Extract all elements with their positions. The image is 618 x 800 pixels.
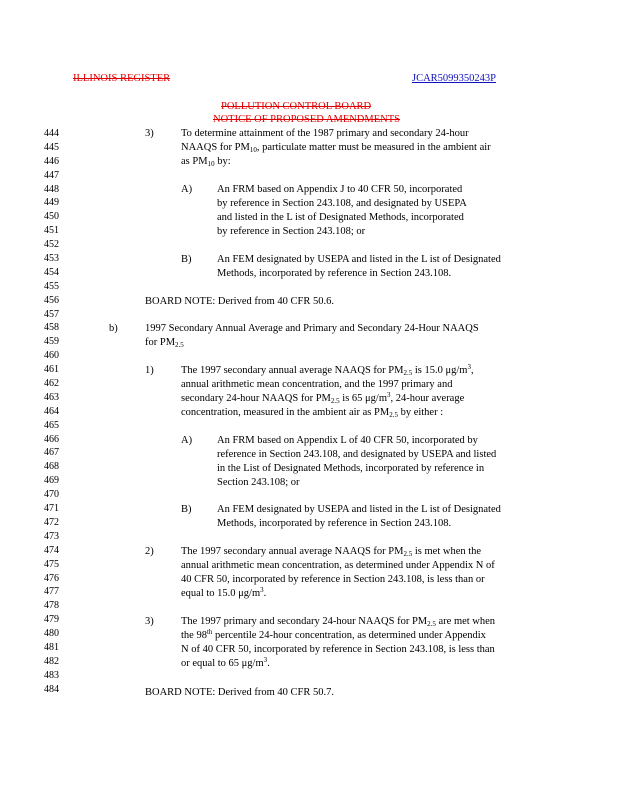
line-number: 447: [44, 169, 59, 181]
line-number: 478: [44, 600, 59, 612]
register-title: ILLINOIS REGISTER: [73, 73, 171, 84]
item-2-text: The 1997 secondary annual average NAAQS for $PM_{2.5}$ is met when the annual arithmetic mean concentration, as determined under Appendix N of 40 CFR 50, incorporated by reference in Section 243.108, is less than or equal to 15.0 $\mu g/m^3$.: [181, 546, 495, 599]
line-number: 444: [44, 128, 59, 139]
subitem-a-text: An FRM based on Appendix L of 40 CFR 50, incorporated by reference in Section 243.108, and designated by USEPA and listed in the List of Designated Methods, incorporated by reference in Section 243.108; or: [217, 435, 497, 488]
subitem-b-text: An FEM designated by USEPA and listed in the L ist of Designated Methods, incorporated by reference in Section 243.108.: [217, 254, 501, 279]
item-label: 2): [145, 546, 154, 557]
board-note: BOARD NOTE: Derived from 40 CFR 50.6.: [145, 296, 334, 307]
line-number: 468: [44, 461, 59, 473]
section-label: b): [109, 323, 118, 334]
line-number: 474: [44, 544, 59, 556]
item-3-text: To determine attainment of the 1987 primary and secondary 24-hour NAAQS for $PM_{10}$, particulate matter must be measured in the ambient air as $PM_{10}$ by:: [181, 128, 491, 168]
line-number: 462: [44, 378, 59, 390]
item-label: 1): [145, 365, 154, 376]
line-number: 481: [44, 641, 59, 653]
line-number: 453: [44, 253, 59, 265]
line-number: 449: [44, 197, 59, 209]
line-number: 471: [44, 503, 59, 515]
line-number: 473: [44, 530, 59, 542]
board-note: BOARD NOTE: Derived from 40 CFR 50.7.: [145, 687, 334, 698]
line-number: 459: [44, 336, 59, 348]
line-number: 454: [44, 266, 59, 278]
subitem-label: B): [181, 254, 192, 265]
line-number: 450: [44, 211, 59, 223]
item-label: 3): [145, 128, 154, 139]
line-number: 477: [44, 586, 59, 598]
subitem-label: B): [181, 504, 192, 515]
item-3b-text: The 1997 primary and secondary 24-hour NAAQS for $PM_{2.5}$ are met when the 98th percentile 24-hour concentration, as determined under Appendix N of 40 CFR 50, incorporated by reference in Section 243.108, is less than or equal to 65 $\mu g/m^3$.: [181, 616, 496, 669]
line-number: 457: [44, 308, 59, 320]
line-number: 469: [44, 475, 59, 487]
line-number: 455: [44, 280, 59, 292]
line-number: 476: [44, 572, 59, 584]
line-number: 484: [44, 683, 59, 695]
line-number: 463: [44, 391, 59, 403]
subitem-b-text: An FEM designated by USEPA and listed in the L ist of Designated Methods, incorporated by reference in Section 243.108.: [217, 504, 501, 529]
line-number: 482: [44, 655, 59, 667]
line-number: 475: [44, 558, 59, 570]
line-number: 456: [44, 294, 59, 306]
line-number: 465: [44, 419, 59, 431]
line-number: 464: [44, 405, 59, 417]
line-number: 458: [44, 322, 59, 334]
line-number: 470: [44, 489, 59, 501]
line-number: 452: [44, 239, 59, 251]
line-number: 479: [44, 614, 59, 626]
item-label: 3): [145, 616, 154, 627]
line-numbers: [44, 127, 84, 697]
jcar-code: JCAR5099350243P: [412, 73, 497, 84]
line-number: 480: [44, 628, 59, 640]
section-b-heading: 1997 Secondary Annual Average and Primary and Secondary 24-Hour NAAQS for $PM_{2.5}$: [145, 323, 479, 349]
line-number: 461: [44, 364, 59, 376]
line-number: 483: [44, 669, 59, 681]
item-1-text: The 1997 secondary annual average NAAQS for $PM_{2.5}$ is 15.0 $\mu g/m^3$, annual arithmetic mean concentration, and the 1997 primary and secondary 24-hour NAAQS for $PM_{2.5}$ is 65 $\mu g/m^3$, 24-hour average concentration, measured in the ambient air as $PM_{2.5}$ by either :: [181, 363, 474, 419]
line-number: 466: [44, 433, 59, 445]
line-number: 445: [44, 141, 59, 153]
line-number: 467: [44, 447, 59, 459]
notice-title: NOTICE OF PROPOSED AMENDMENTS: [213, 114, 400, 125]
line-number: 460: [44, 350, 59, 362]
subitem-label: A): [181, 435, 193, 446]
line-number: 472: [44, 516, 59, 528]
subitem-label: A): [181, 184, 193, 195]
line-number: 446: [44, 155, 59, 167]
line-number: 451: [44, 225, 59, 237]
line-number: 448: [44, 183, 59, 195]
board-title: POLLUTION CONTROL BOARD: [221, 101, 372, 112]
subitem-a-text: An FRM based on Appendix J to 40 CFR 50, incorporated by reference in Section 243.108, and designated by USEPA and listed in the L ist of Designated Methods, incorporated by reference in Section 243.108; or: [217, 184, 467, 237]
